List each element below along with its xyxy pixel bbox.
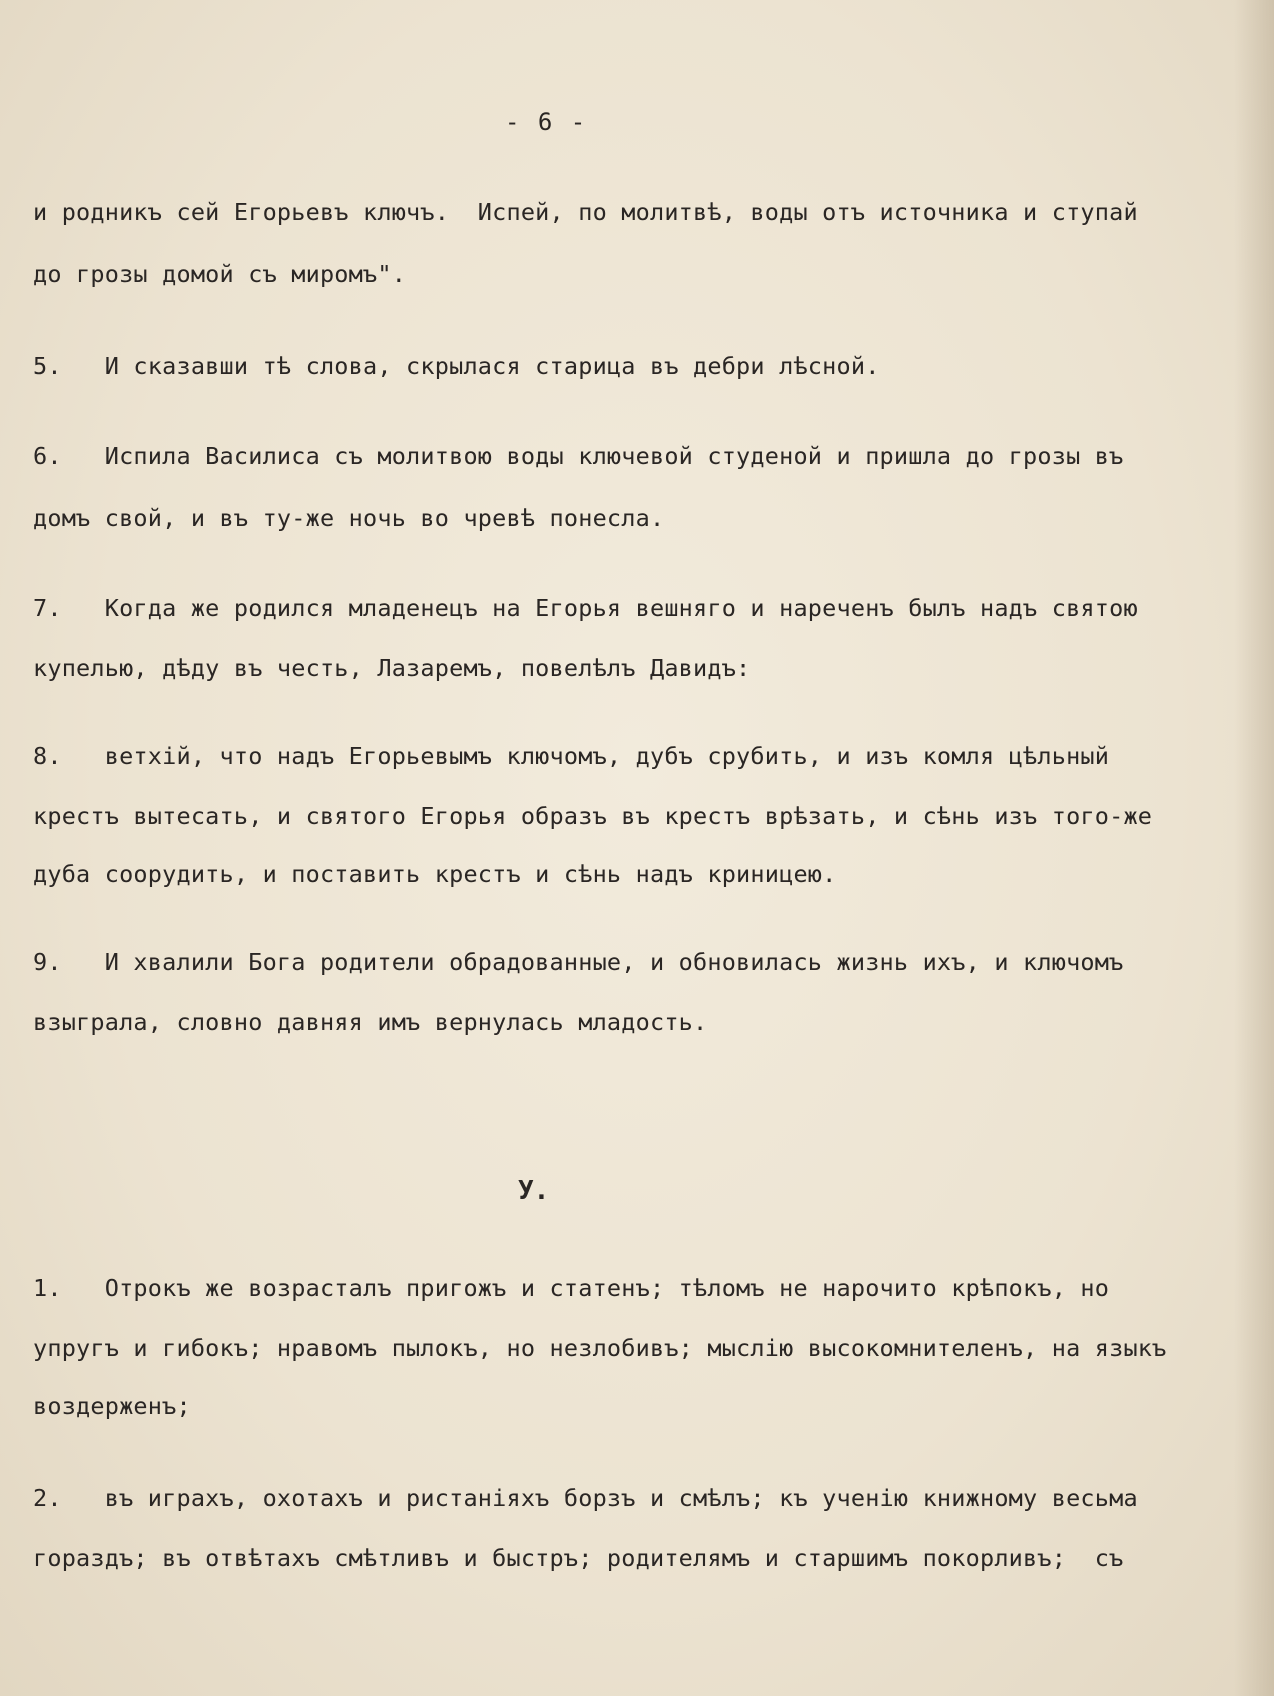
text-line: крестъ вытесать, и святого Егорья образъ въ крестъ врѣзать, и сѣнь изъ того-же <box>33 802 1153 830</box>
paragraph-5: 5. И сказавши тѣ слова, скрылася старица въ дебри лѣсной. <box>33 352 880 380</box>
text-line: воздерженъ; <box>33 1392 191 1420</box>
paragraph-7: 7. Когда же родился младенецъ на Егорья вешняго и нареченъ былъ надъ святою <box>33 594 1138 622</box>
paragraph-2: 2. въ играхъ, охотахъ и ристанiяхъ борзъ и смѣлъ; къ ученiю книжному весьма <box>33 1484 1138 1512</box>
section-heading: У. <box>518 1176 550 1206</box>
paragraph-6: 6. Испила Василиса съ молитвою воды ключевой студеной и пришла до грозы въ <box>33 442 1124 470</box>
text-line: домъ свой, и въ ту-же ночь во чревѣ понесла. <box>33 504 665 532</box>
text-line: упругъ и гибокъ; нравомъ пылокъ, но незлобивъ; мыслiю высокомнителенъ, на языкъ <box>33 1334 1167 1362</box>
text-line: до грозы домой съ миромъ". <box>33 260 407 288</box>
text-line: купелью, дѣду въ честь, Лазаремъ, повелѣлъ Давидъ: <box>33 654 751 682</box>
paragraph-1: 1. Отрокъ же возрасталъ пригожъ и статенъ; тѣломъ не нарочито крѣпокъ, но <box>33 1274 1110 1302</box>
paragraph-8: 8. ветхiй, что надъ Егорьевымъ ключомъ, дубъ срубить, и изъ комля цѣльный <box>33 742 1110 770</box>
page-number: - 6 - <box>505 108 588 136</box>
text-line: и родникъ сей Егорьевъ ключъ. Испей, по молитвѣ, воды отъ источника и ступай <box>33 198 1138 226</box>
paragraph-9: 9. И хвалили Бога родители обрадованные, и обновилась жизнь ихъ, и ключомъ <box>33 948 1124 976</box>
text-line: взыграла, словно давняя имъ вернулась младость. <box>33 1008 708 1036</box>
text-line: дуба соорудить, и поставить крестъ и сѣнь надъ криницею. <box>33 860 837 888</box>
text-line: гораздъ; въ отвѣтахъ смѣтливъ и быстръ; родителямъ и старшимъ покорливъ; съ <box>33 1544 1124 1572</box>
page-edge-shadow <box>1234 0 1274 1696</box>
